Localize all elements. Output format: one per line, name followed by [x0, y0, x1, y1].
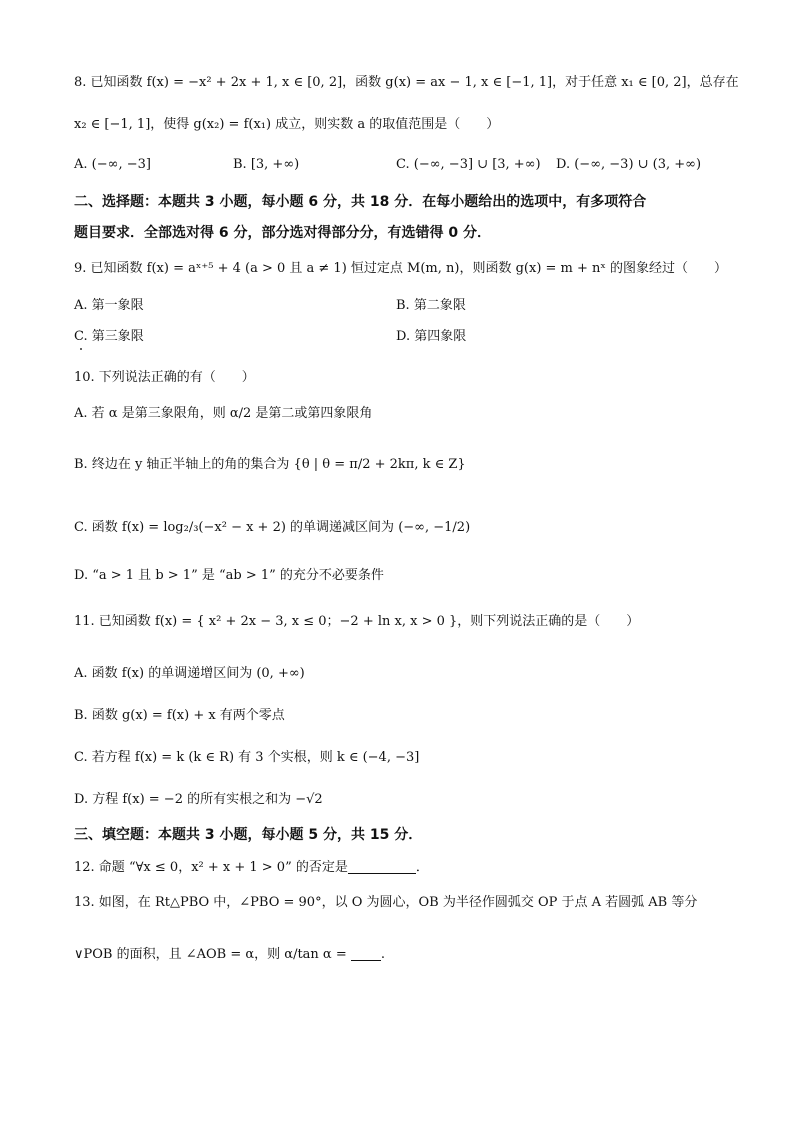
q9-option-c: C. 第三象限 [74, 329, 144, 344]
q8-option-a: A. (−∞, −3] [74, 157, 151, 172]
q10-stem: 10. 下列说法正确的有（ ） [74, 370, 255, 385]
q13-line2 [74, 948, 385, 961]
q13-answer-blank[interactable] [351, 948, 381, 961]
q13-line1: 13. 如图，在 Rt△PBO 中，∠PBO = 90°，以 O 为圆心，OB 为半径作圆弧交 OP 于点 A 若圆弧 AB 等分 [74, 895, 698, 910]
q12-answer-blank[interactable] [348, 861, 416, 874]
q11-stem: 11. 已知函数 f(x) = { x² + 2x − 3, x ≤ 0；−2 + ln x, x > 0 }，则下列说法正确的是（ ） [74, 614, 640, 629]
q10-option-c: C. 函数 f(x) = log₂/₃(−x² − x + 2) 的单调递减区间为 (−∞, −1/2) [74, 520, 471, 535]
q8-option-d: D. (−∞, −3) ∪ (3, +∞) [556, 157, 702, 172]
section3-heading: 三、填空题：本题共 3 小题，每小题 5 分，共 15 分． [74, 827, 423, 843]
q9-option-a: A. 第一象限 [74, 298, 144, 313]
q9-option-d: D. 第四象限 [396, 329, 467, 344]
q9-option-b: B. 第二象限 [396, 298, 466, 313]
q13-text: ∨POB 的面积，且 ∠AOB = α，则 α/tan α = [74, 947, 347, 962]
q12-text: 12. 命题 “∀x ≤ 0，x² + x + 1 > 0” 的否定是 [74, 860, 348, 875]
q13-period: . [380, 947, 386, 962]
q11-option-c: C. 若方程 f(x) = k (k ∈ R) 有 3 个实根，则 k ∈ (−4, −3] [74, 750, 420, 765]
q12-period: ． [415, 860, 429, 875]
q12-line [74, 861, 429, 874]
q8-option-b: B. [3, +∞) [233, 157, 300, 172]
q9-stem: 9. 已知函数 f(x) = aˣ⁺⁵ + 4 (a > 0 且 a ≠ 1) 恒过定点 M(m, n)，则函数 g(x) = m + nˣ 的图象经过（ ） [74, 261, 728, 276]
q10-option-a: A. 若 α 是第三象限角，则 α/2 是第二或第四象限角 [74, 406, 373, 421]
q8-option-c: C. (−∞, −3] ∪ [3, +∞) [396, 157, 541, 172]
q11-option-a: A. 函数 f(x) 的单调递增区间为 (0, +∞) [74, 666, 305, 681]
q11-option-d: D. 方程 f(x) = −2 的所有实根之和为 −√2 [74, 792, 323, 807]
section2-heading-line1: 二、选择题：本题共 3 小题，每小题 6 分，共 18 分．在每小题给出的选项中，有多项符合 [74, 194, 647, 210]
q8-line1: 8. 已知函数 f(x) = −x² + 2x + 1, x ∈ [0, 2]，函数 g(x) = ax − 1, x ∈ [−1, 1]，对于任意 x₁ ∈ [0, 2]，总存在 [74, 75, 739, 90]
stray-dot [80, 348, 82, 350]
section2-heading-line2: 题目要求．全部选对得 6 分，部分选对得部分分，有选错得 0 分． [74, 225, 491, 241]
q10-option-d: D. “a > 1 且 b > 1” 是 “ab > 1” 的充分不必要条件 [74, 568, 384, 583]
q10-option-b: B. 终边在 y 轴正半轴上的角的集合为 {θ | θ = π/2 + 2kπ, k ∈ Z} [74, 457, 466, 472]
q11-option-b: B. 函数 g(x) = f(x) + x 有两个零点 [74, 708, 285, 723]
q8-line2: x₂ ∈ [−1, 1]，使得 g(x₂) = f(x₁) 成立，则实数 a 的取值范围是（ ） [74, 117, 500, 132]
